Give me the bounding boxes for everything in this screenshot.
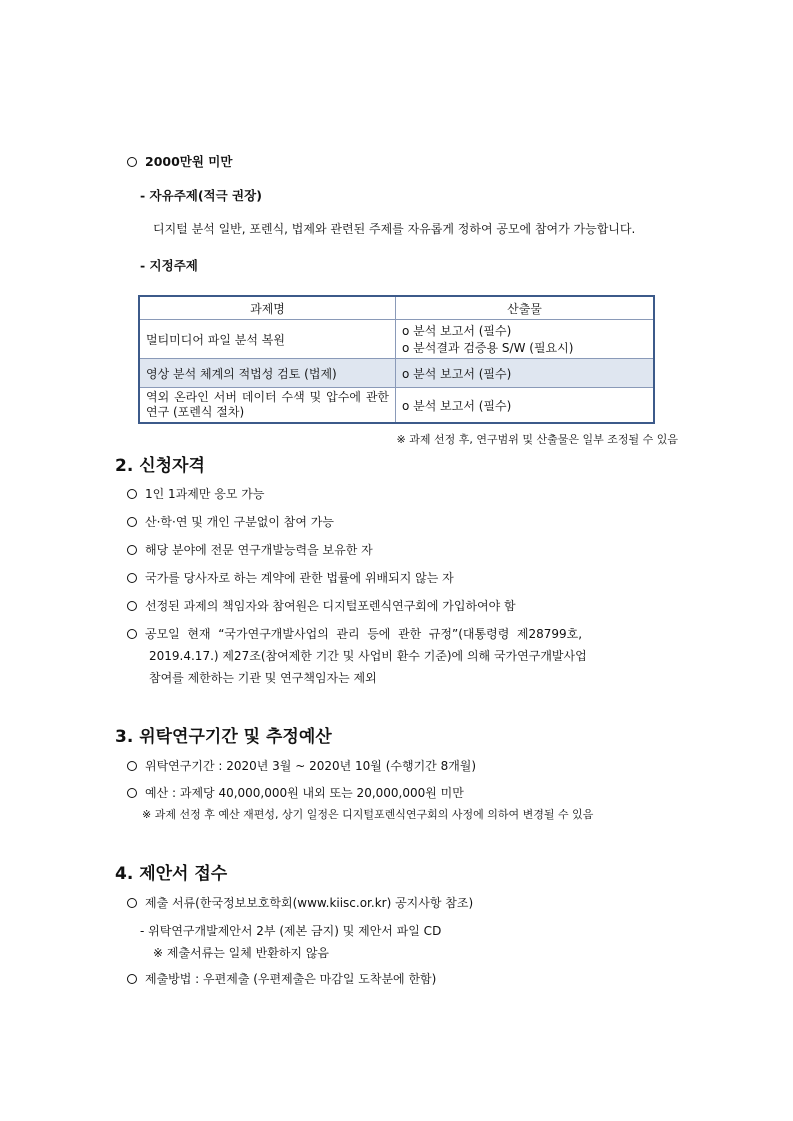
circle-bullet-icon xyxy=(127,974,137,984)
list-item-text: 공모일 현재 “국가연구개발사업의 관리 등에 관한 규정”(대통령령 제28799호, xyxy=(145,627,583,641)
list-item-text: 위탁연구기간 : 2020년 3월 ~ 2020년 10월 (수행기간 8개월) xyxy=(145,759,477,773)
output-item: o 분석 보고서 (필수) xyxy=(402,366,512,381)
list-item-text: 예산 : 과제당 40,000,000원 내외 또는 20,000,000원 미만 xyxy=(145,786,464,800)
table-cell-title: 영상 분석 체계의 적법성 검토 (법제) xyxy=(139,359,396,388)
list-item xyxy=(127,569,454,586)
sub-item: - 위탁연구개발제안서 2부 (제본 금지) 및 제안서 파일 CD xyxy=(140,924,442,938)
table-cell-outputs xyxy=(396,388,655,424)
list-item-text: 선정된 과제의 책임자와 참여원은 디지털포렌식연구회에 가입하여야 함 xyxy=(145,599,516,613)
list-item-text: 해당 분야에 전문 연구개발능력을 보유한 자 xyxy=(145,543,373,557)
list-item-text: 제출방법 : 우편제출 (우편제출은 마감일 도착분에 한함) xyxy=(145,972,437,986)
circle-bullet-icon xyxy=(127,517,137,527)
assigned-topic-label: - 지정주제 xyxy=(140,258,198,273)
list-item xyxy=(127,513,334,530)
list-item-text: 1인 1과제만 응모 가능 xyxy=(145,487,265,501)
circle-bullet-icon xyxy=(127,489,137,499)
budget-2000-heading xyxy=(127,152,232,170)
list-item-text: 제출 서류(한국정보보호학회(www.kiisc.or.kr) 공지사항 참조) xyxy=(145,896,474,910)
list-item-multiline xyxy=(127,625,582,642)
output-item: o 분석결과 검증용 S/W (필요시) xyxy=(402,341,574,355)
table-note: ※ 과제 선정 후, 연구범위 및 산출물은 일부 조정될 수 있음 xyxy=(396,433,678,446)
list-item xyxy=(127,485,264,502)
output-item: o 분석 보고서 (필수) xyxy=(402,324,512,338)
table-row xyxy=(139,388,654,424)
table-header-row xyxy=(139,296,654,320)
circle-bullet-icon xyxy=(127,157,137,167)
circle-bullet-icon xyxy=(127,629,137,639)
circle-bullet-icon xyxy=(127,898,137,908)
free-topic-description: 디지털 분석 일반, 포렌식, 법제와 관련된 주제를 자유롭게 정하여 공모에 참여가 가능합니다. xyxy=(153,222,636,236)
table-cell-title: 역외 온라인 서버 데이터 수색 및 압수에 관한 연구 (포렌식 절차) xyxy=(139,388,396,424)
section4-title: 4. 제안서 접수 xyxy=(115,864,228,884)
list-item xyxy=(127,970,436,987)
free-topic-label: - 자유주제(적극 권장) xyxy=(140,188,262,203)
circle-bullet-icon xyxy=(127,788,137,798)
list-item xyxy=(127,597,516,614)
circle-bullet-icon xyxy=(127,761,137,771)
list-item-text: 산·학·연 및 개인 구분없이 참여 가능 xyxy=(145,515,334,529)
output-item: o 분석 보고서 (필수) xyxy=(402,398,512,413)
circle-bullet-icon xyxy=(127,573,137,583)
table-cell-outputs xyxy=(396,320,655,359)
list-item xyxy=(127,894,473,911)
table-cell-title: 멀티미디어 파일 분석 복원 xyxy=(139,320,396,359)
list-item-continuation: 참여를 제한하는 기관 및 연구책임자는 제외 xyxy=(149,671,377,685)
budget-2000-heading-text: 2000만원 미만 xyxy=(145,154,233,169)
section2-title: 2. 신청자격 xyxy=(115,456,205,476)
list-item xyxy=(127,757,476,774)
circle-bullet-icon xyxy=(127,601,137,611)
sub-item-note: ※ 제출서류는 일체 반환하지 않음 xyxy=(153,946,330,960)
table-row xyxy=(139,359,654,388)
list-item xyxy=(127,784,464,801)
section3-title: 3. 위탁연구기간 및 추정예산 xyxy=(115,727,332,747)
list-item-text: 국가를 당사자로 하는 계약에 관한 법률에 위배되지 않는 자 xyxy=(145,571,454,585)
table-header-outputs: 산출물 xyxy=(396,296,655,320)
circle-bullet-icon xyxy=(127,545,137,555)
table-cell-outputs xyxy=(396,359,655,388)
list-item-continuation: 2019.4.17.) 제27조(참여제한 기간 및 사업비 환수 기준)에 의해 국가연구개발사업 xyxy=(149,649,587,663)
list-item xyxy=(127,541,373,558)
section3-note: ※ 과제 선정 후 예산 재편성, 상기 일정은 디지털포렌식연구회의 사정에 의하여 변경될 수 있음 xyxy=(142,808,594,821)
assigned-topics-table xyxy=(138,295,655,424)
table-header-title: 과제명 xyxy=(139,296,396,320)
table-row xyxy=(139,320,654,359)
